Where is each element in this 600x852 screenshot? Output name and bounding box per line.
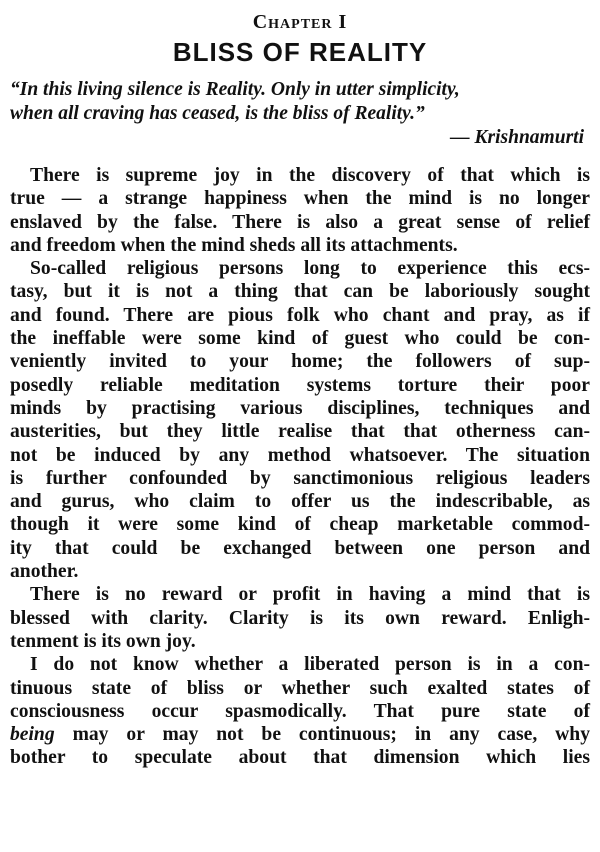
paragraph-3 (10, 583, 590, 653)
text-line: bother to speculate about that dimension which lies (10, 747, 590, 769)
text-line: So-called religious persons long to experience this ecs- (30, 258, 590, 280)
emphasis-word: being (10, 724, 55, 746)
book-page (10, 6, 590, 846)
text-line: and found. There are pious folk who chant and pray, as if (10, 304, 590, 326)
text-line: austerities, but they little realise that that otherness can- (10, 421, 590, 443)
epigraph (10, 78, 590, 150)
text-line-rest: may or may not be continuous; in any case, why (72, 724, 590, 746)
epigraph-line: when all craving has ceased, is the bliss of Reality.” (10, 103, 425, 124)
body-text (10, 164, 590, 770)
text-line: tasy, but it is not a thing that can be laboriously sought (10, 281, 590, 303)
text-line: posedly reliable meditation systems torture their poor (10, 374, 590, 396)
text-line: ity that could be exchanged between one person and (10, 537, 590, 559)
text-line: There is supreme joy in the discovery of that which is (30, 165, 590, 186)
text-line: and freedom when the mind sheds all its attachments. (10, 234, 458, 256)
text-line: tenment is its own joy. (10, 630, 196, 652)
chapter-title: BLISS OF REALITY (172, 37, 428, 67)
text-line: and gurus, who claim to offer us the indescribable, as (10, 491, 590, 513)
text-line-with-emphasis (10, 723, 590, 746)
text-line: consciousness occur spasmodically. That pure state of (10, 700, 590, 722)
text-line: is further confounded by sanctimonious religious leaders (10, 467, 590, 489)
paragraph-2 (10, 257, 590, 583)
paragraph-4 (10, 653, 590, 769)
text-line: true — a strange happiness when the mind is no longer (10, 188, 590, 210)
text-line: tinuous state of bliss or whether such exalted states of (10, 677, 590, 699)
paragraph-1 (10, 164, 590, 257)
text-line: another. (10, 561, 79, 583)
text-line: I do not know whether a liberated person is in a con- (30, 654, 590, 676)
text-line: enslaved by the false. There is also a great sense of relief (10, 211, 590, 233)
text-line: not be induced by any method whatsoever. The situation (10, 444, 590, 466)
epigraph-attribution: — Krishnamurti (450, 127, 584, 148)
text-line: minds by practising various disciplines, techniques and (10, 397, 590, 419)
text-line: There is no reward or profit in having a mind that is (30, 584, 590, 606)
text-line: though it were some kind of cheap marketable commod- (10, 514, 590, 536)
text-line: veniently invited to your home; the followers of sup- (10, 351, 590, 373)
text-line: blessed with clarity. Clarity is its own reward. Enligh- (10, 607, 590, 629)
chapter-label: Chapter I (252, 11, 348, 33)
text-line: the ineffable were some kind of guest who could be con- (10, 328, 590, 350)
epigraph-line: “In this living silence is Reality. Only in utter simplicity, (10, 79, 460, 100)
